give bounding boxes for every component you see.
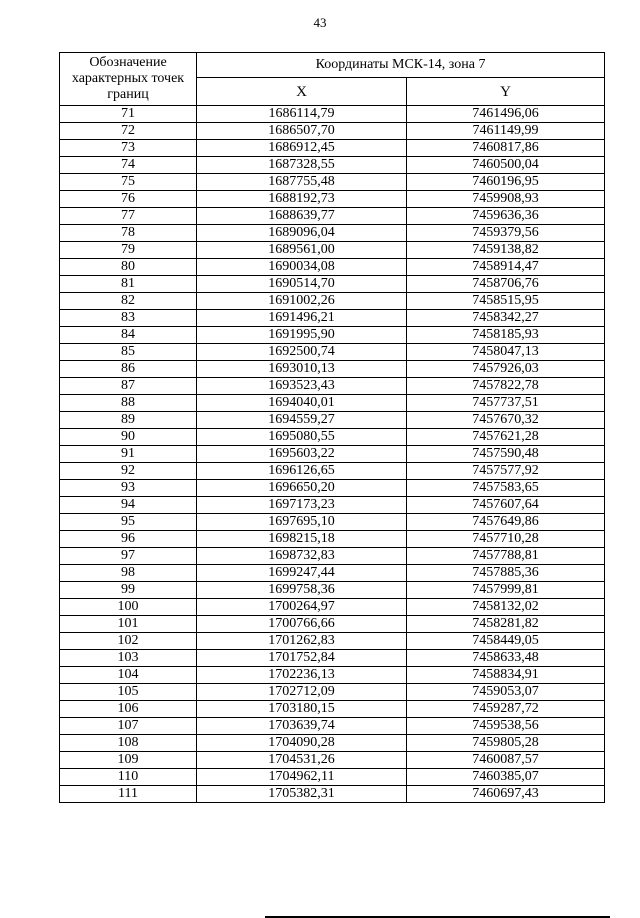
y-coordinate-cell: 7458185,93	[407, 327, 605, 344]
table-row	[60, 310, 605, 327]
y-coordinate-cell: 7457583,65	[407, 480, 605, 497]
table-row	[60, 684, 605, 701]
x-coordinate-cell: 1698732,83	[197, 548, 407, 565]
table-row	[60, 582, 605, 599]
table-row	[60, 786, 605, 803]
point-number-cell: 84	[60, 327, 197, 344]
table-row	[60, 463, 605, 480]
table-row	[60, 565, 605, 582]
x-coordinate-cell: 1690514,70	[197, 276, 407, 293]
point-number-cell: 105	[60, 684, 197, 701]
x-coordinate-cell: 1699247,44	[197, 565, 407, 582]
y-coordinate-cell: 7457885,36	[407, 565, 605, 582]
y-coordinate-cell: 7460196,95	[407, 174, 605, 191]
point-number-cell: 89	[60, 412, 197, 429]
table-row	[60, 208, 605, 225]
y-coordinate-cell: 7460500,04	[407, 157, 605, 174]
point-number-cell: 103	[60, 650, 197, 667]
y-coordinate-cell: 7461496,06	[407, 106, 605, 123]
table-row	[60, 429, 605, 446]
x-coordinate-cell: 1697695,10	[197, 514, 407, 531]
table-row	[60, 650, 605, 667]
x-coordinate-cell: 1695603,22	[197, 446, 407, 463]
y-coordinate-cell: 7458706,76	[407, 276, 605, 293]
table-row	[60, 242, 605, 259]
x-coordinate-cell: 1689096,04	[197, 225, 407, 242]
y-coordinate-cell: 7458281,82	[407, 616, 605, 633]
point-number-cell: 74	[60, 157, 197, 174]
x-coordinate-cell: 1693010,13	[197, 361, 407, 378]
point-number-cell: 71	[60, 106, 197, 123]
point-number-cell: 79	[60, 242, 197, 259]
point-number-cell: 98	[60, 565, 197, 582]
y-coordinate-cell: 7458515,95	[407, 293, 605, 310]
table-row	[60, 395, 605, 412]
x-coordinate-cell: 1688192,73	[197, 191, 407, 208]
table-row	[60, 735, 605, 752]
table-row	[60, 157, 605, 174]
table-row	[60, 191, 605, 208]
table-row	[60, 514, 605, 531]
x-coordinate-cell: 1694040,01	[197, 395, 407, 412]
x-coordinate-cell: 1691496,21	[197, 310, 407, 327]
x-coordinate-cell: 1693523,43	[197, 378, 407, 395]
x-coordinate-cell: 1702236,13	[197, 667, 407, 684]
point-number-cell: 102	[60, 633, 197, 650]
y-coordinate-cell: 7458633,48	[407, 650, 605, 667]
point-number-cell: 86	[60, 361, 197, 378]
table-row	[60, 140, 605, 157]
table-row	[60, 616, 605, 633]
x-coordinate-cell: 1703639,74	[197, 718, 407, 735]
table-row	[60, 344, 605, 361]
y-coordinate-cell: 7459287,72	[407, 701, 605, 718]
table-row	[60, 123, 605, 140]
table-row	[60, 259, 605, 276]
x-coordinate-cell: 1686507,70	[197, 123, 407, 140]
x-coordinate-cell: 1691002,26	[197, 293, 407, 310]
point-number-cell: 85	[60, 344, 197, 361]
x-coordinate-cell: 1687755,48	[197, 174, 407, 191]
table-row	[60, 378, 605, 395]
y-coordinate-cell: 7457590,48	[407, 446, 605, 463]
point-number-cell: 92	[60, 463, 197, 480]
table-row	[60, 548, 605, 565]
table-row	[60, 667, 605, 684]
point-number-cell: 73	[60, 140, 197, 157]
x-coordinate-cell: 1686912,45	[197, 140, 407, 157]
y-coordinate-cell: 7457788,81	[407, 548, 605, 565]
point-number-cell: 90	[60, 429, 197, 446]
y-coordinate-cell: 7459053,07	[407, 684, 605, 701]
table-row	[60, 225, 605, 242]
x-coordinate-cell: 1699758,36	[197, 582, 407, 599]
x-coordinate-cell: 1704962,11	[197, 769, 407, 786]
x-coordinate-cell: 1688639,77	[197, 208, 407, 225]
point-number-cell: 107	[60, 718, 197, 735]
y-coordinate-cell: 7459908,93	[407, 191, 605, 208]
table-row	[60, 701, 605, 718]
page-number: 43	[313, 15, 327, 30]
y-coordinate-cell: 7460817,86	[407, 140, 605, 157]
x-coordinate-cell: 1696650,20	[197, 480, 407, 497]
table-row	[60, 293, 605, 310]
y-coordinate-cell: 7458449,05	[407, 633, 605, 650]
table-row	[60, 633, 605, 650]
point-number-cell: 77	[60, 208, 197, 225]
x-coordinate-cell: 1695080,55	[197, 429, 407, 446]
y-coordinate-cell: 7460697,43	[407, 786, 605, 803]
point-number-cell: 106	[60, 701, 197, 718]
x-coordinate-cell: 1696126,65	[197, 463, 407, 480]
y-coordinate-cell: 7457670,32	[407, 412, 605, 429]
y-coordinate-cell: 7457621,28	[407, 429, 605, 446]
table-row	[60, 752, 605, 769]
x-coordinate-cell: 1704531,26	[197, 752, 407, 769]
x-coordinate-cell: 1698215,18	[197, 531, 407, 548]
y-coordinate-cell: 7460087,57	[407, 752, 605, 769]
point-number-cell: 75	[60, 174, 197, 191]
point-number-cell: 95	[60, 514, 197, 531]
x-coordinate-cell: 1704090,28	[197, 735, 407, 752]
table-row	[60, 327, 605, 344]
x-coordinate-cell: 1687328,55	[197, 157, 407, 174]
point-number-cell: 78	[60, 225, 197, 242]
table-row	[60, 531, 605, 548]
table-row	[60, 412, 605, 429]
point-number-cell: 93	[60, 480, 197, 497]
point-number-cell: 72	[60, 123, 197, 140]
x-coordinate-cell: 1690034,08	[197, 259, 407, 276]
y-coordinate-cell: 7458834,91	[407, 667, 605, 684]
y-coordinate-cell: 7457649,86	[407, 514, 605, 531]
y-coordinate-cell: 7459138,82	[407, 242, 605, 259]
x-coordinate-cell: 1702712,09	[197, 684, 407, 701]
y-coordinate-cell: 7460385,07	[407, 769, 605, 786]
point-number-cell: 110	[60, 769, 197, 786]
header-coordinate-system: Координаты МСК-14, зона 7	[197, 53, 605, 78]
point-number-cell: 82	[60, 293, 197, 310]
table-row	[60, 769, 605, 786]
y-coordinate-cell: 7457822,78	[407, 378, 605, 395]
point-number-cell: 80	[60, 259, 197, 276]
table-row	[60, 599, 605, 616]
header-y: Y	[407, 78, 605, 106]
point-number-cell: 96	[60, 531, 197, 548]
x-coordinate-cell: 1700766,66	[197, 616, 407, 633]
table-row	[60, 276, 605, 293]
x-coordinate-cell: 1697173,23	[197, 497, 407, 514]
point-number-cell: 101	[60, 616, 197, 633]
x-coordinate-cell: 1703180,15	[197, 701, 407, 718]
y-coordinate-cell: 7458914,47	[407, 259, 605, 276]
x-coordinate-cell: 1701262,83	[197, 633, 407, 650]
table-row	[60, 106, 605, 123]
point-number-cell: 100	[60, 599, 197, 616]
table-body	[60, 106, 605, 803]
y-coordinate-cell: 7457926,03	[407, 361, 605, 378]
x-coordinate-cell: 1705382,31	[197, 786, 407, 803]
y-coordinate-cell: 7457999,81	[407, 582, 605, 599]
table-row	[60, 718, 605, 735]
point-number-cell: 111	[60, 786, 197, 803]
y-coordinate-cell: 7461149,99	[407, 123, 605, 140]
x-coordinate-cell: 1700264,97	[197, 599, 407, 616]
point-number-cell: 76	[60, 191, 197, 208]
y-coordinate-cell: 7457737,51	[407, 395, 605, 412]
point-number-cell: 109	[60, 752, 197, 769]
y-coordinate-cell: 7459379,56	[407, 225, 605, 242]
point-number-cell: 97	[60, 548, 197, 565]
y-coordinate-cell: 7459636,36	[407, 208, 605, 225]
y-coordinate-cell: 7458132,02	[407, 599, 605, 616]
header-x: X	[197, 78, 407, 106]
y-coordinate-cell: 7458047,13	[407, 344, 605, 361]
point-number-cell: 83	[60, 310, 197, 327]
y-coordinate-cell: 7457577,92	[407, 463, 605, 480]
y-coordinate-cell: 7459538,56	[407, 718, 605, 735]
table-row	[60, 174, 605, 191]
point-number-cell: 99	[60, 582, 197, 599]
point-number-cell: 88	[60, 395, 197, 412]
point-number-cell: 104	[60, 667, 197, 684]
point-number-cell: 91	[60, 446, 197, 463]
point-number-cell: 87	[60, 378, 197, 395]
x-coordinate-cell: 1701752,84	[197, 650, 407, 667]
point-number-cell: 94	[60, 497, 197, 514]
header-point-label: Обозначение характерных точек границ	[60, 53, 197, 106]
y-coordinate-cell: 7458342,27	[407, 310, 605, 327]
x-coordinate-cell: 1694559,27	[197, 412, 407, 429]
x-coordinate-cell: 1691995,90	[197, 327, 407, 344]
table-row	[60, 480, 605, 497]
coordinates-table	[59, 52, 605, 803]
point-number-cell: 81	[60, 276, 197, 293]
y-coordinate-cell: 7457710,28	[407, 531, 605, 548]
x-coordinate-cell: 1692500,74	[197, 344, 407, 361]
table-row	[60, 446, 605, 463]
y-coordinate-cell: 7457607,64	[407, 497, 605, 514]
table-row	[60, 497, 605, 514]
point-number-cell: 108	[60, 735, 197, 752]
x-coordinate-cell: 1686114,79	[197, 106, 407, 123]
table-row	[60, 361, 605, 378]
x-coordinate-cell: 1689561,00	[197, 242, 407, 259]
y-coordinate-cell: 7459805,28	[407, 735, 605, 752]
